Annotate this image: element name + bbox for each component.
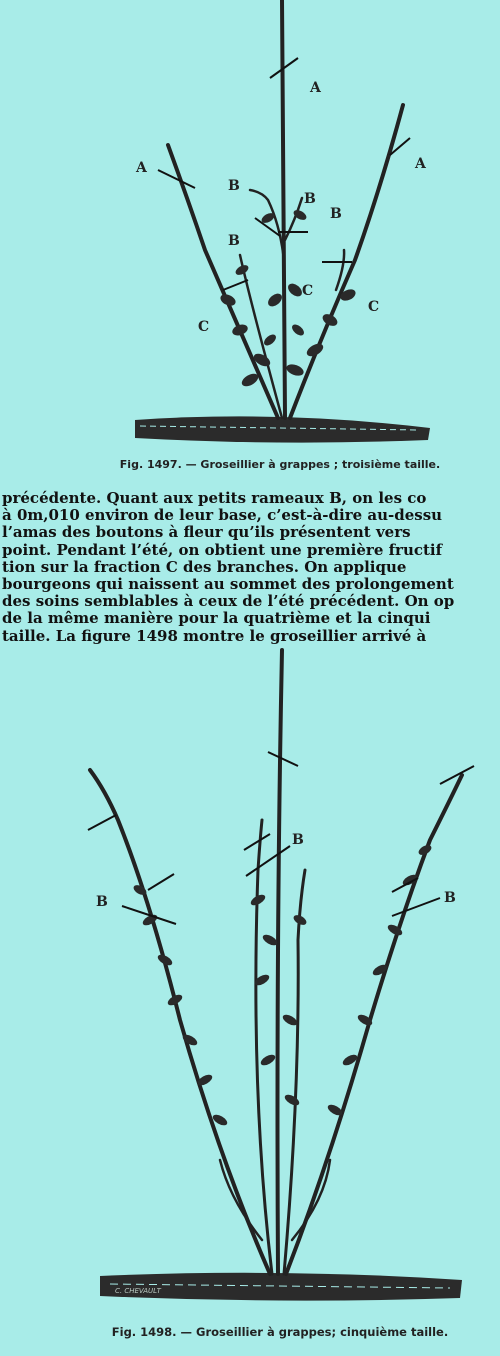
text-line: taille. La figure 1498 montre le groseillier arrivé à [2,627,427,645]
figure-1497-illustration [0,0,500,450]
label-b-4: B [228,233,240,249]
text-line: précédente. Quant aux petits rameaux B, on les co [2,490,427,507]
label-a-right: A [415,156,426,172]
label-b-2: B [304,191,316,207]
text-line: l’amas des boutons à fleur qu’ils présentent vers [2,524,411,542]
figure-1497-drawing [0,0,500,450]
figure-1498-caption: Fig. 1498. — Groseillier à grappes; cinquième taille. [111,1325,449,1339]
figure-1497-caption: Fig. 1497. — Groseillier à grappes ; troisième taille. [119,458,441,471]
text-line: tion sur la fraction C des branches. On applique [2,558,407,576]
figure-1498-drawing [0,640,500,1320]
text-line: des soins semblables à ceux de l’été précédent. On op [2,593,455,611]
label-b-right: B [444,890,456,906]
engraver-signature: C. CHEVAULT [115,1287,161,1295]
figure-1498-illustration [0,640,500,1320]
label-c-right: C [368,299,380,315]
label-a-left: A [136,160,147,176]
label-b-1: B [228,178,240,194]
body-text [2,490,500,645]
label-b-left: B [96,894,108,910]
text-line: point. Pendant l’été, on obtient une première fructif [2,541,443,559]
label-a-top: A [310,80,321,96]
ground-strip [135,416,430,442]
label-b-mid: B [292,832,304,848]
text-line: de la même manière pour la quatrième et la cinqui [2,610,431,628]
label-c-mid: C [302,283,314,299]
leaf-clusters [132,843,433,1127]
label-c-left: C [198,319,210,335]
label-b-3: B [330,206,342,222]
text-line: à 0m,010 environ de leur base, c’est-à-dire au-dessu [2,507,443,525]
text-line: bourgeons qui naissent au sommet des prolongement [2,576,454,594]
